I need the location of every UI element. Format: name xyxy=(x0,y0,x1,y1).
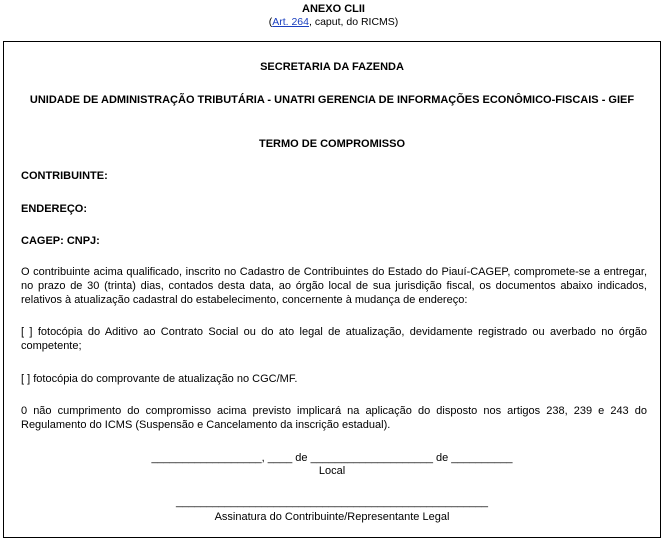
document-item-aditivo: [ ] fotocópia do Aditivo ao Contrato Social ou do ato legal de atualização, devidamente registrado ou averbado no órgão competente; xyxy=(21,326,647,352)
penalty-paragraph: 0 não cumprimento do compromisso acima previsto implicará na aplicação do disposto nos artigos 238, 239 e 243 do Regulamento do ICMS (Suspensão e Cancelamento da inscrição estadual). xyxy=(21,405,647,431)
endereco-label: ENDEREÇO: xyxy=(21,203,88,215)
annex-title: ANEXO CLII xyxy=(302,3,365,15)
commitment-paragraph: O contribuinte acima qualificado, inscrito no Cadastro de Contribuintes do Estado do Piauí-CAGEP, compromete-se a entregar, no prazo de 30 (trinta) dias, contados desta data, ao órgão local de sua jurisdição fiscal, os documentos abaixo indicados, relativos à atualização cadastral do estabelecimento, concernente à mudança de endereço: xyxy=(21,266,647,306)
article-link[interactable]: Art. 264 xyxy=(272,16,309,28)
date-place-line: __________________, ____ de ____________________ de __________ xyxy=(151,452,513,464)
secretaria-heading: SECRETARIA DA FAZENDA xyxy=(260,61,404,73)
annex-reference xyxy=(0,16,667,28)
signature-label: Assinatura do Contribuinte/Representante Legal xyxy=(214,511,450,523)
document-item-cgc: [ ] fotocópia do comprovante de atualização no CGC/MF. xyxy=(21,373,298,385)
unidade-heading: UNIDADE DE ADMINISTRAÇÃO TRIBUTÁRIA - UNATRI GERENCIA DE INFORMAÇÕES ECONÔMICO-FISCAIS - GIEF xyxy=(29,94,635,106)
reference-open-paren: ( xyxy=(268,16,273,28)
termo-heading: TERMO DE COMPROMISSO xyxy=(258,138,406,150)
reference-rest: , caput, do RICMS) xyxy=(309,16,399,28)
contribuinte-label: CONTRIBUINTE: xyxy=(21,170,108,182)
local-label: Local xyxy=(318,465,346,477)
signature-line: ___________________________________________________ xyxy=(175,496,488,508)
cagep-cnpj-label: CAGEP: CNPJ: xyxy=(21,235,100,247)
form-box xyxy=(3,41,661,538)
